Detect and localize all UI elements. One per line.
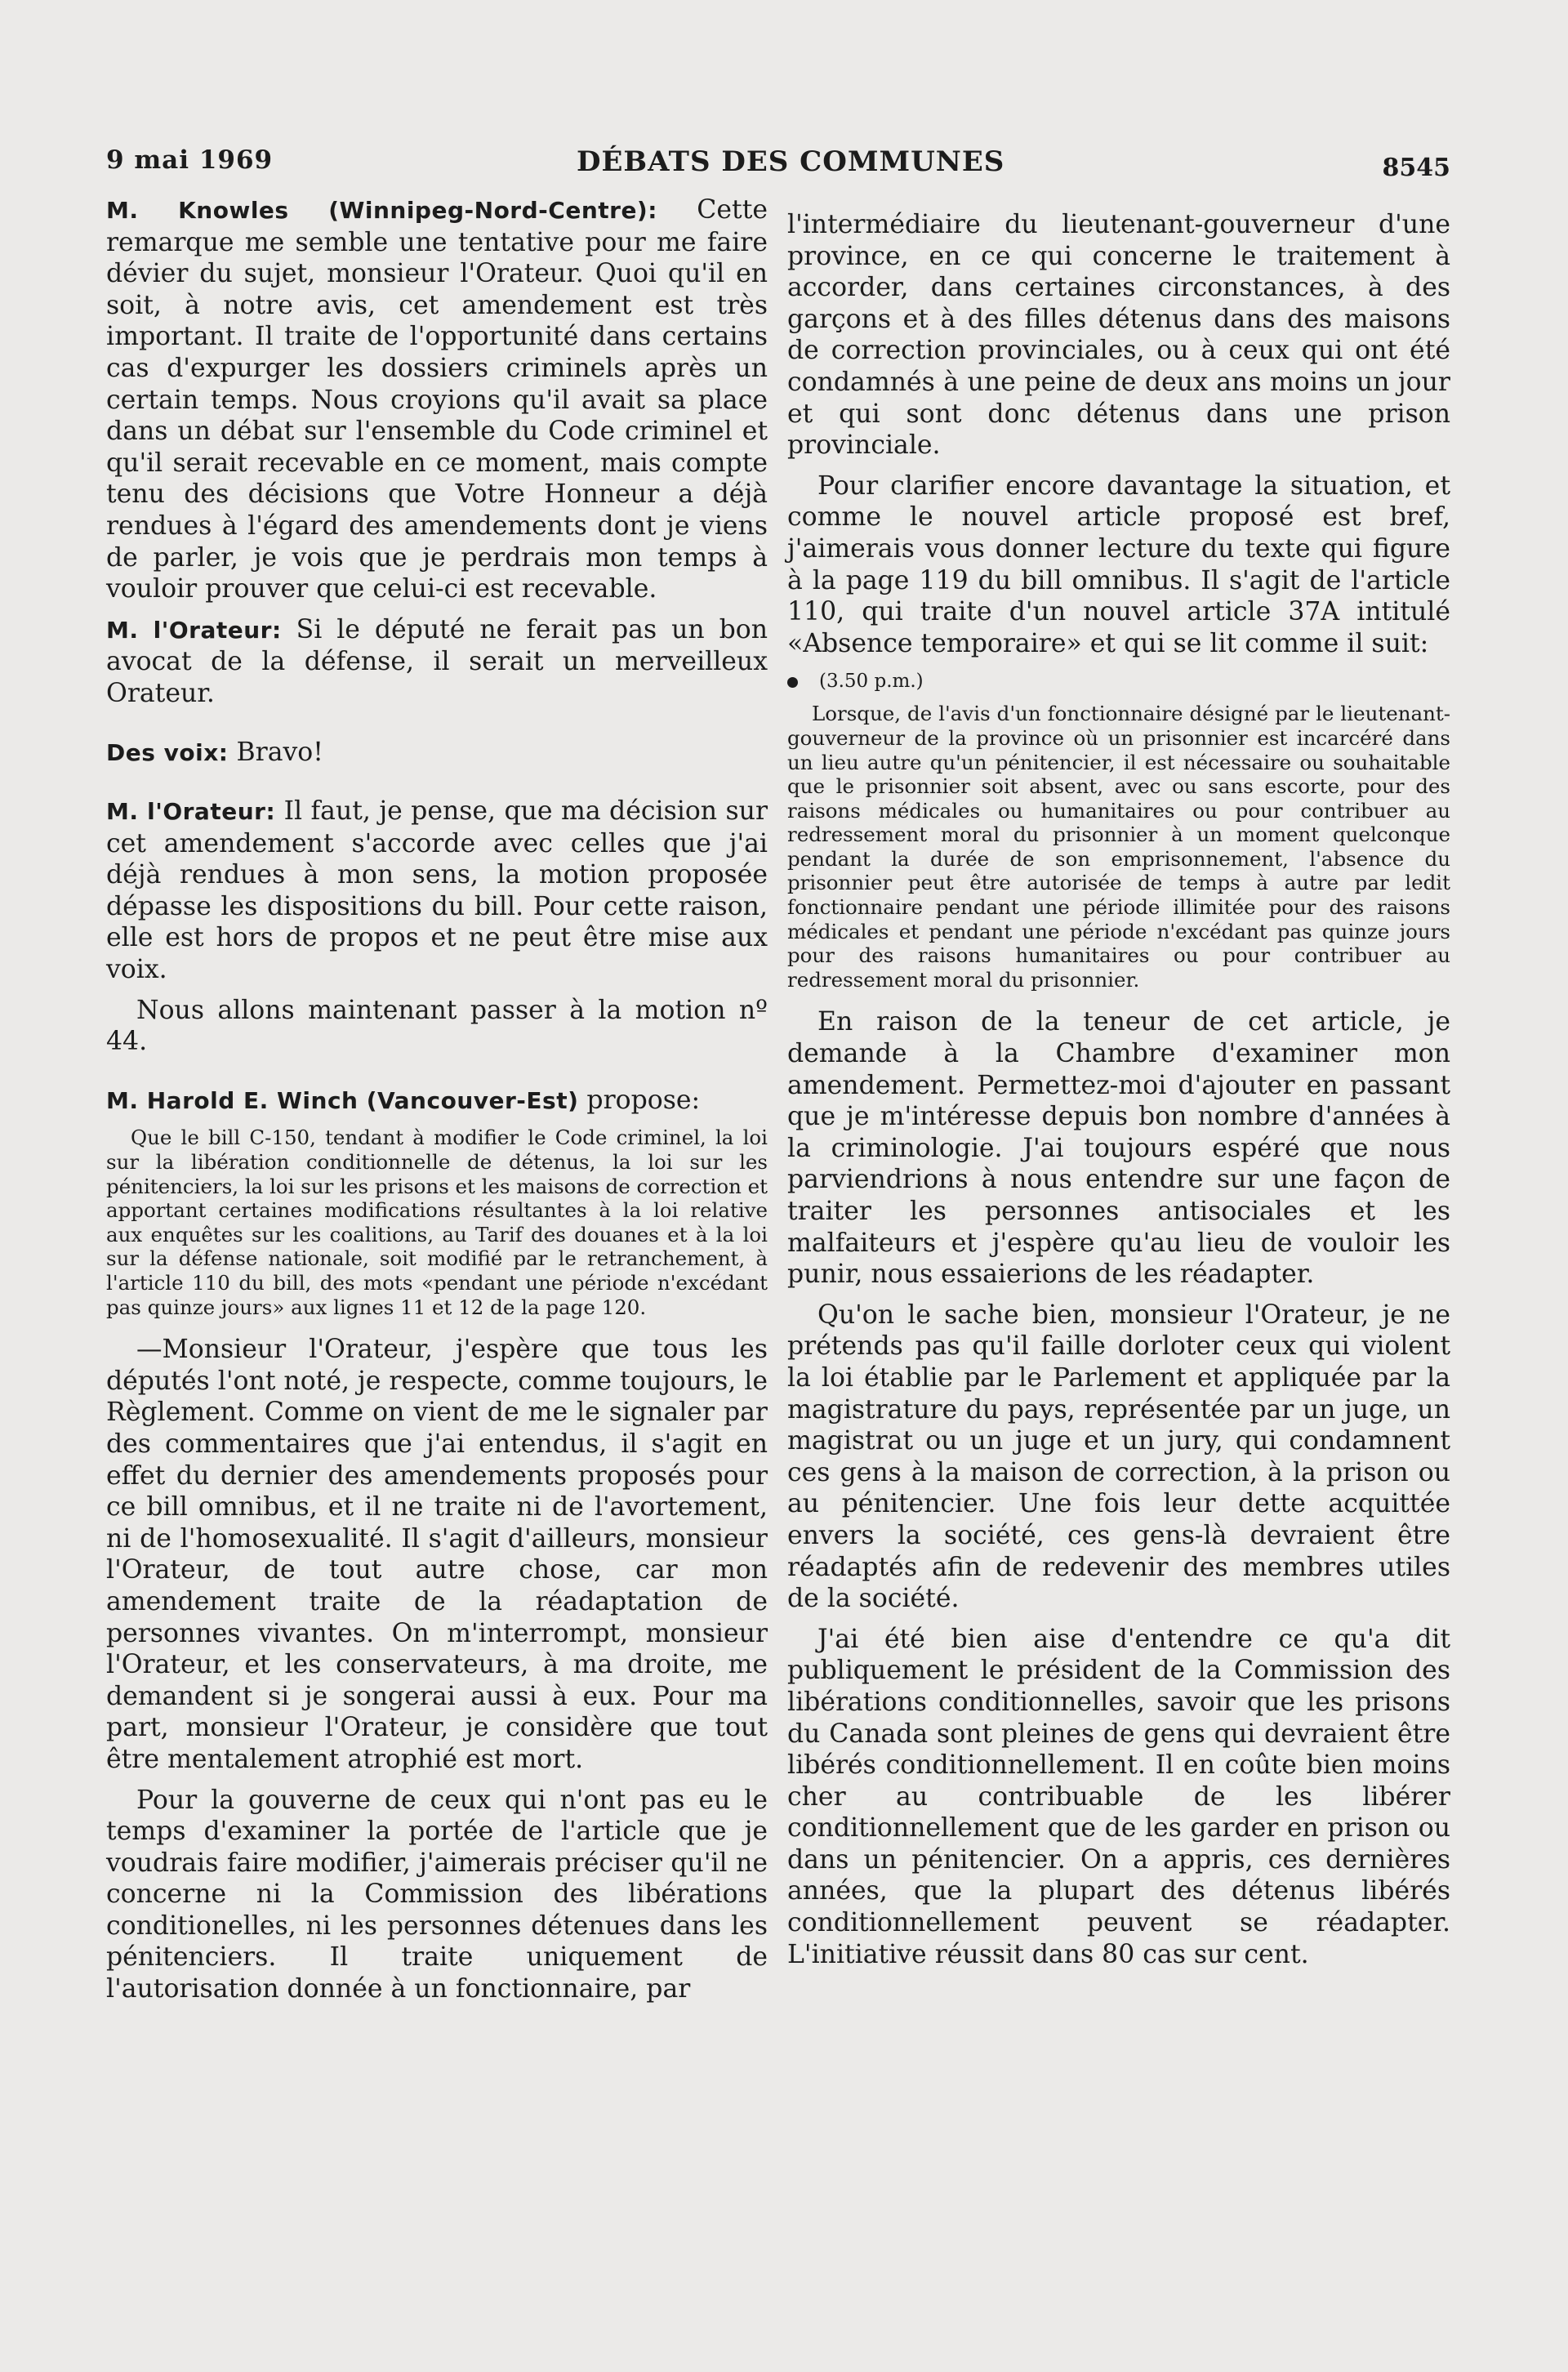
bullet-icon xyxy=(787,677,798,688)
paragraph-bien-aise: J'ai été bien aise d'entendre ce qu'a dit publiquement le président de la Commission des libérations conditionnelles, savoir que les prisons du Canada sont pleines de gens qui devraient être libérés conditionnellement. Il en coûte bien moins cher au contribuable de les libérer conditionnellement que de les garder en prison ou dans un pénitencier. On a appris, ces dernières années, que la plupart des détenus libérés conditionnellement peuvent se réadapter. L'initiative réussit dans 80 cas sur cent. xyxy=(787,1624,1450,1969)
speaker-name: M. l'Orateur: xyxy=(106,616,282,644)
timestamp-line xyxy=(787,669,1450,693)
left-column xyxy=(106,194,768,2014)
spacer xyxy=(106,778,768,796)
right-column xyxy=(787,209,1450,1979)
paragraph-continued: l'intermédiaire du lieutenant-gouverneur d'une province, en ce qui concerne le traitement à accorder, dans certaines circonstances, à des garçons et à des filles détenus dans des maisons de correction provinciales, ou à ceux qui ont été condamnés à une peine de deux ans moins un jour et qui sont donc détenus dans une prison provinciale. xyxy=(787,210,1450,461)
spacer xyxy=(106,1067,768,1085)
article-quote xyxy=(787,702,1450,992)
speaker-name: M. Harold E. Winch (Vancouver-Est) xyxy=(106,1086,579,1114)
paragraph-motion-44: Nous allons maintenant passer à la motion nº 44. xyxy=(106,995,768,1057)
paragraph-winch-proposes xyxy=(106,1085,768,1117)
motion-quote xyxy=(106,1126,768,1319)
paragraph-knowles xyxy=(106,194,768,605)
motion-quote-text: Que le bill C-150, tendant à modifier le Code criminel, la loi sur la libération conditionnelle de détenus, la loi sur les pénitenciers, la loi sur les prisons et les maisons de correction et apportant certaines modifications résultantes à la loi relative aux enquêtes sur les coalitions, au Tarif des douanes et à la loi sur la défense nationale, soit modifié par le retranchement, à l'article 110 du bill, des mots «pendant une période n'excédant pas quinze jours» aux lignes 11 et 12 de la page 120. xyxy=(106,1126,768,1319)
speaker-name: Des voix: xyxy=(106,738,229,766)
spacer xyxy=(106,719,768,737)
page-header xyxy=(106,139,1450,188)
paragraph-text: Si le député ne ferait pas un bon avocat de la défense, il serait un merveilleux Orateur. xyxy=(106,614,768,708)
paragraph-teneur: En raison de la teneur de cet article, je demande à la Chambre d'examiner mon amendement. Permettez-moi d'ajouter en passant que je m'intéresse depuis bon nombre d'années à la criminologie. J'ai toujours espéré que nous parviendrions à nous entendre sur une façon de traiter les personnes antisociales et les malfaiteurs et j'espère qu'au lieu de vouloir les punir, nous essaierions de les réadapter. xyxy=(787,1007,1450,1290)
paragraph-text: Il faut, je pense, que ma décision sur cet amendement s'accorde avec celles que j'ai déjà rendues à mon sens, la motion proposée dépasse les dispositions du bill. Pour cette raison, elle est hors de propos et ne peut être mise aux voix. xyxy=(106,796,768,985)
header-title: DÉBATS DES COMMUNES xyxy=(577,145,1005,178)
header-date: 9 mai 1969 xyxy=(106,145,274,175)
timestamp-text: (3.50 p.m.) xyxy=(819,671,924,693)
speaker-name: M. l'Orateur: xyxy=(106,798,276,826)
paragraph-orateur-2 xyxy=(106,796,768,986)
paragraph-orateur-1 xyxy=(106,614,768,710)
paragraph-des-voix xyxy=(106,737,768,769)
article-quote-text: Lorsque, de l'avis d'un fonctionnaire désigné par le lieutenant-gouverneur de la province où un prisonnier est incarcéré dans un lieu autre qu'un pénitencier, il est nécessaire ou souhaitable que le prisonnier soit absent, avec ou sans escorte, pour des raisons médicales ou humanitaires ou pour contribuer au redressement moral du prisonnier à un moment quelconque pendant la durée de son emprisonnement, l'absence du prisonnier peut être autorisée de temps à autre par ledit fonctionnaire pendant une période illimitée pour des raisons médicales et pendant une période n'excédant pas quinze jours pour des raisons humanitaires ou pour contribuer au redressement moral du prisonnier. xyxy=(787,702,1450,992)
paragraph-sache-bien: Qu'on le sache bien, monsieur l'Orateur, je ne prétends pas qu'il faille dorloter ceux qui violent la loi établie par le Parlement et appliquée par la magistrature du pays, représentée par un juge, un magistrat ou un juge et un jury, qui condamnent ces gens à la maison de correction, à la prison ou au pénitencier. Une fois leur dette acquittée envers la société, ces gens-là devraient être réadaptés afin de redevenir des membres utiles de la société. xyxy=(787,1300,1450,1614)
paragraph-clarifier: Pour clarifier encore davantage la situation, et comme le nouvel article proposé est bref, j'aimerais vous donner lecture du texte qui figure à la page 119 du bill omnibus. Il s'agit de l'article 110, qui traite d'un nouvel article 37A intitulé «Absence temporaire» et qui se lit comme il suit: xyxy=(787,470,1450,658)
paragraph-winch-gouverne: Pour la gouverne de ceux qui n'ont pas eu le temps d'examiner la portée de l'article que je voudrais faire modifier, j'aimerais préciser qu'il ne concerne ni la Commission des libérations conditionelles, ni les personnes détenues dans les pénitenciers. Il traite uniquement de l'autorisation donnée à un fonctionnaire, par xyxy=(106,1785,768,2004)
paragraph-text: Bravo! xyxy=(228,737,323,767)
paragraph-winch-speech: —Monsieur l'Orateur, j'espère que tous les députés l'ont noté, je respecte, comme toujours, le Règlement. Comme on vient de me le signaler par des commentaires que j'ai entendus, il s'agit en effet du dernier des amendements proposés pour ce bill omnibus, et il ne traite ni de l'avortement, ni de l'homosexualité. Il s'agit d'ailleurs, monsieur l'Orateur, de tout autre chose, car mon amendement traite de la réadaptation de personnes vivantes. On m'interrompt, monsieur l'Orateur, et les conservateurs, à ma droite, me demandent si je songerai aussi à eux. Pour ma part, monsieur l'Orateur, je considère que tout être mentalement atrophié est mort. xyxy=(106,1335,768,1774)
paragraph-text: propose: xyxy=(578,1085,701,1115)
paragraph-text: Cette remarque me semble une tentative pour me faire dévier du sujet, monsieur l'Orateur. Quoi qu'il en soit, à notre avis, cet amendement est très important. Il traite de l'opportunité dans certains cas d'expurger les dossiers criminels après un certain temps. Nous croyions qu'il avait sa place dans un débat sur l'ensemble du Code criminel et qu'il serait recevable en ce moment, mais compte tenu des décisions que Votre Honneur a déjà rendues à l'égard des amendements dont je viens de parler, je vois que je perdrais mon temps à vouloir prouver que celui-ci est recevable. xyxy=(106,195,768,604)
header-page-number: 8545 xyxy=(1382,154,1450,182)
speaker-name: M. Knowles (Winnipeg-Nord-Centre): xyxy=(106,197,657,224)
